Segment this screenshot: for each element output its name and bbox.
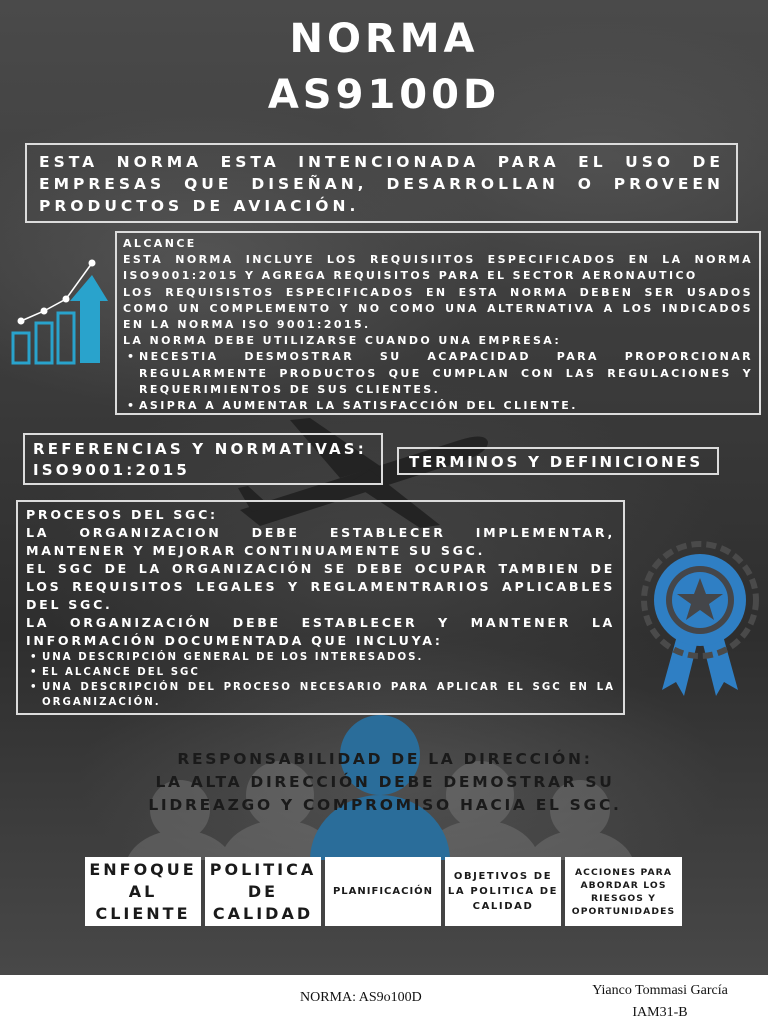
- sgc-paragraph: EL SGC DE LA ORGANIZACIÓN SE DEBE OCUPAR TAMBIEN DE LOS REQUISITOS LEGALES Y REGLAMENTRARIOS APLICABLES DEL SGC.: [26, 561, 615, 612]
- growth-chart-icon: [8, 255, 112, 367]
- card-acciones: ACCIONES PARA ABORDAR LOS RIESGOS Y OPORTUNIDADES: [565, 857, 682, 926]
- card-politica-calidad: POLITICA DE CALIDAD: [205, 857, 321, 926]
- list-item: • NECESTIA DESMOSTRAR SU ACAPACIDAD PARA PROPORCIONAR REGULARMENTE PRODUCTOS QUE CUMPLAN CON LAS REGULACIONES Y REQUERIMIENTOS DE SUS CLIENTES.: [123, 349, 753, 398]
- scope-paragraph: ESTA NORMA INCLUYE LOS REQUISIITOS ESPECIFICADOS EN LA NORMA ISO9001:2015 Y AGREGA REQUISITOS PARA EL SECTOR AERONAUTICO: [123, 253, 753, 283]
- sgc-paragraph: LA ORGANIZACION DEBE ESTABLECER IMPLEMENTAR, MANTENER Y MEJORAR CONTINUAMENTE SU SGC.: [26, 525, 615, 558]
- scope-paragraph: LA NORMA DEBE UTILIZARSE CUANDO UNA EMPRESA:: [123, 334, 562, 348]
- responsibility-text: [90, 748, 680, 817]
- list-item: • EL ALCANCE DEL SGC: [26, 665, 615, 680]
- references-heading: REFERENCIAS Y NORMATIVAS:: [33, 440, 367, 458]
- responsibility-line: LIDREAZGO Y COMPROMISO HACIA EL SGC.: [148, 796, 622, 814]
- references-value: ISO9001:2015: [33, 461, 191, 479]
- scope-list: [123, 349, 753, 414]
- card-enfoque-cliente: ENFOQUE AL CLIENTE: [85, 857, 201, 926]
- sgc-paragraph: LA ORGANIZACIÓN DEBE ESTABLECER Y MANTENER LA INFORMACIÓN DOCUMENTADA QUE INCLUYA:: [26, 615, 615, 648]
- sgc-list: [26, 650, 615, 710]
- scope-box: [115, 231, 761, 415]
- card-objetivos: OBJETIVOS DE LA POLITICA DE CALIDAD: [445, 857, 561, 926]
- terms-box: TERMINOS Y DEFINICIONES: [397, 447, 719, 475]
- page-title-line1: NORMA: [289, 16, 479, 62]
- list-item: • UNA DESCRIPCIÓN GENERAL DE LOS INTERESADOS.: [26, 650, 615, 665]
- card-planificacion: PLANIFICACIÓN: [325, 857, 441, 926]
- scope-heading: ALCANCE: [123, 237, 197, 250]
- page-title-line2: AS9100D: [267, 72, 501, 118]
- footer-author-block: [560, 980, 760, 1024]
- list-item: • UNA DESCRIPCIÓN DEL PROCESO NECESARIO PARA APLICAR EL SGC EN LA ORGANIZACIÓN.: [26, 680, 615, 710]
- sgc-processes-box: [16, 500, 625, 715]
- sgc-heading: PROCESOS DEL SGC:: [26, 507, 218, 522]
- responsibility-heading: RESPONSABILIDAD DE LA DIRECCIÓN:: [177, 750, 593, 768]
- list-item: • ASIPRA A AUMENTAR LA SATISFACCIÓN DEL CLIENTE.: [123, 398, 753, 414]
- award-badge-icon: [640, 540, 760, 700]
- intro-box: ESTA NORMA ESTA INTENCIONADA PARA EL USO DE EMPRESAS QUE DISEÑAN, DESARROLLAN O PROVEEN PRODUCTOS DE AVIACIÓN.: [25, 143, 738, 223]
- scope-paragraph: LOS REQUISISTOS ESPECIFICADOS EN ESTA NORMA DEBEN SER USADOS COMO UN COMPLEMENTO Y NO COMO UNA ALTERNATIVA A LOS INDICADOS EN LA NORMA ISO 9001:2015.: [123, 285, 753, 332]
- footer-group: IAM31-B: [632, 1005, 688, 1020]
- footer-author: Yianco Tommasi García: [592, 983, 728, 998]
- responsibility-line: LA ALTA DIRECCIÓN DEBE DEMOSTRAR SU: [155, 773, 615, 791]
- footer-title: NORMA: AS9o100D: [300, 990, 422, 1005]
- references-box: [23, 433, 383, 485]
